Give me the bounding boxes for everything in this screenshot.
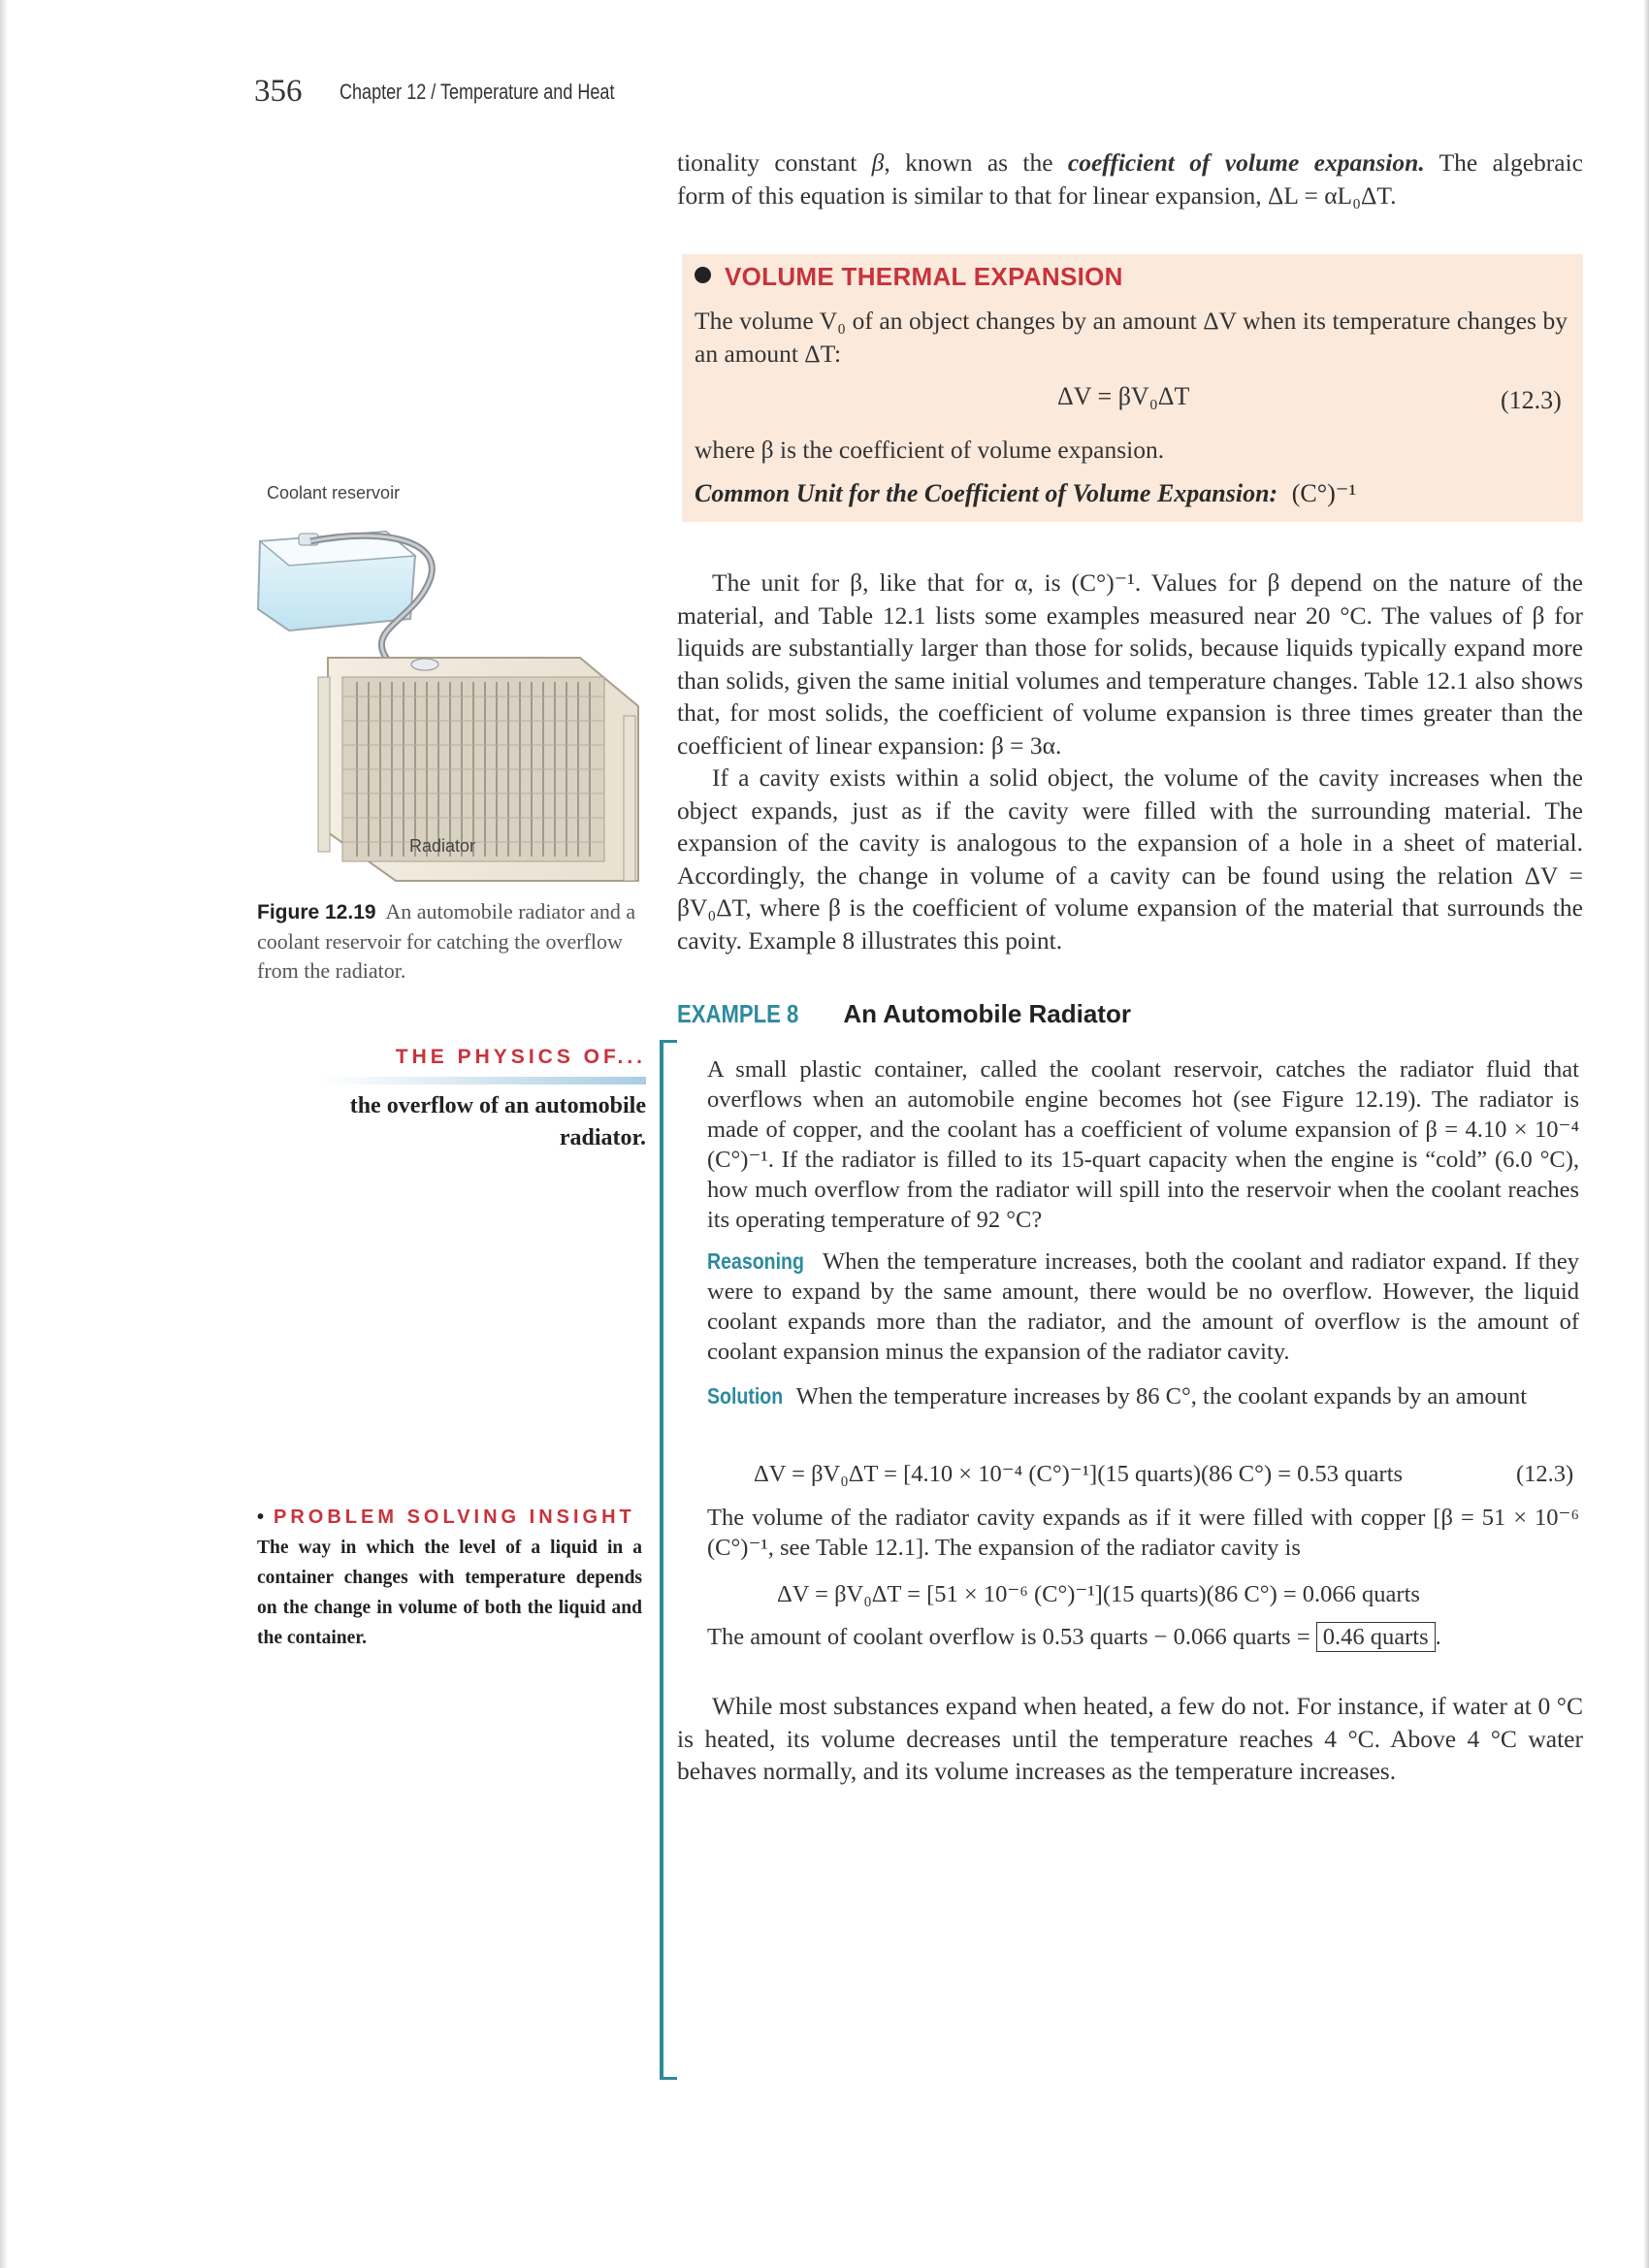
physics-of-heading: THE PHYSICS OF... <box>395 1046 646 1068</box>
intro-beta: β <box>871 148 885 177</box>
intro-term: coefficient of volume expansion. <box>1067 148 1425 177</box>
key-box-where: where β is the coefficient of volume expansion. <box>695 436 1165 464</box>
key-equation-number: (12.3) <box>1501 386 1562 414</box>
physics-of-text: the overflow of an automobile radiator. <box>349 1093 646 1150</box>
problem-solving-text: The way in which the level of a liquid in a container changes with temperature depends on the change in volume of both the liquid and the container. <box>257 1538 642 1648</box>
closing-paragraph: While most substances expand when heated, a few do not. For instance, if water at 0 °C is heated, its volume decreases until the temperature reaches 4 °C. Above 4 °C water behaves normally, and its volume increases as the temperature increases. <box>677 1692 1583 1785</box>
label-radiator: Radiator <box>409 836 476 856</box>
example-title: An Automobile Radiator <box>843 999 1131 1028</box>
example-equation-1: ΔV = βV₀ΔT = [4.10 × 10⁻⁴ (C°)⁻¹](15 quarts)(86 C°) = 0.53 quarts <box>754 1461 1404 1487</box>
label-coolant-reservoir: Coolant reservoir <box>267 483 401 502</box>
example-problem: A small plastic container, called the coolant reservoir, catches the radiator fluid that overflows when an automobile engine becomes hot (see Figure 12.19). The radiator is made of copper, and the coolant has a coefficient of volume expansion of β = 4.10 × 10⁻⁴ (C°)⁻¹. If the radiator is filled to its 15-quart capacity when the engine is “cold” (6.0 °C), how much overflow from the radiator will spill into the reservoir when the coolant reaches its operating temperature of 92 °C? <box>707 1056 1579 1233</box>
example-solution <box>707 1381 1579 1411</box>
key-box-title <box>695 262 1123 292</box>
bullet-icon: • <box>257 1507 265 1528</box>
solution-text: When the temperature increases by 86 C°, the coolant expands by an amount <box>795 1383 1528 1409</box>
intro-line-2: form of this equation is similar to that for linear expansion, ΔL = αL₀ΔT. <box>677 180 1397 210</box>
body-paragraph-2: If a cavity exists within a solid object, the volume of the cavity increases when the object expands, just as if the cavity were filled with the surrounding material. The expansion of the cavity is analogous to the expansion of a hole in a sheet of material. Accordingly, the change in volume of a cavity can be found using the relation ΔV = βV₀ΔT, where β is the coefficient of volume expansion of the material that surrounds the cavity. Example 8 illustrates this point. <box>677 763 1583 955</box>
figure-caption <box>257 897 640 986</box>
figure-caption-text: An automobile radiator and a coolant reservoir for catching the overflow from the radiator. <box>257 899 636 983</box>
reasoning-text: When the temperature increases, both the coolant and radiator expand. If they were to expand by the same amount, there would be no overflow. However, the liquid coolant expands more than the radiator, and the amount of overflow is the amount of coolant expansion minus the expansion of the radiator cavity. <box>707 1248 1579 1365</box>
key-equation: ΔV = βV₀ΔT <box>1057 382 1190 410</box>
problem-solving-heading-text: PROBLEM SOLVING INSIGHT <box>274 1507 635 1528</box>
page-number: 356 <box>254 74 303 109</box>
radiator-illustration <box>250 512 648 891</box>
example-rule-top <box>660 1040 677 1043</box>
reasoning-label: Reasoning <box>707 1248 804 1274</box>
example-rule-bottom <box>660 2077 677 2080</box>
figure-caption-id: Figure 12.19 <box>257 901 376 923</box>
result-text: The amount of coolant overflow is 0.53 quarts − 0.066 quarts = <box>707 1624 1316 1650</box>
physics-of-rule <box>320 1077 646 1085</box>
unit-label: Common Unit for the Coefficient of Volume Expansion: <box>695 479 1278 507</box>
body-paragraphs <box>677 567 1583 956</box>
intro-text-d: The algebraic <box>1424 148 1583 177</box>
bullet-icon <box>695 267 711 283</box>
body-paragraph-1: The unit for β, like that for α, is (C°)⁻¹. Values for β depend on the nature of the material, and Table 12.1 lists some examples measured near 20 °C. The values of β for liquids are substantially larger than those for solids, because liquids typically expand more than solids, given the same initial volumes and temperature changes. Table 12.1 also shows that, for most solids, the coefficient of volume expansion is three times greater than the coefficient of linear expansion: β = 3α. <box>677 568 1583 760</box>
key-box-unit <box>695 479 1356 508</box>
solution-label: Solution <box>707 1383 784 1409</box>
running-header: Chapter 12 / Temperature and Heat <box>340 80 615 104</box>
example-reasoning <box>707 1247 1579 1367</box>
example-equation-1-number: (12.3) <box>1516 1461 1574 1487</box>
example-left-rule <box>660 1040 663 2080</box>
intro-text-a: tionality constant <box>677 148 872 177</box>
answer-box: 0.46 quarts <box>1316 1622 1436 1652</box>
key-box-statement: The volume V₀ of an object changes by an amount ΔV when its temperature changes by an amount ΔT: <box>695 307 1568 368</box>
key-box-title-text: VOLUME THERMAL EXPANSION <box>725 262 1123 291</box>
unit-value: (C°)⁻¹ <box>1291 479 1357 507</box>
example-equation-2: ΔV = βV₀ΔT = [51 × 10⁻⁶ (C°)⁻¹](15 quarts)(86 C°) = 0.066 quarts <box>777 1581 1420 1607</box>
intro-paragraph <box>677 146 1583 211</box>
page-shadow-right <box>1643 0 1649 2268</box>
problem-solving-heading <box>257 1507 635 1529</box>
intro-text-c: , known as the <box>884 148 1068 177</box>
example-cavity-text: The volume of the radiator cavity expands as if it were filled with copper [β = 51 × 10⁻⁶ (C°)⁻¹, see Table 12.1]. The expansion of the radiator cavity is <box>707 1505 1579 1561</box>
example-number: EXAMPLE 8 <box>677 999 799 1028</box>
radiator-cap <box>411 659 438 670</box>
example-result: The amount of coolant overflow is 0.53 quarts − 0.066 quarts = 0.46 quarts . <box>707 1624 1441 1650</box>
page-shadow-left <box>0 0 8 2268</box>
example-heading <box>677 999 1131 1029</box>
